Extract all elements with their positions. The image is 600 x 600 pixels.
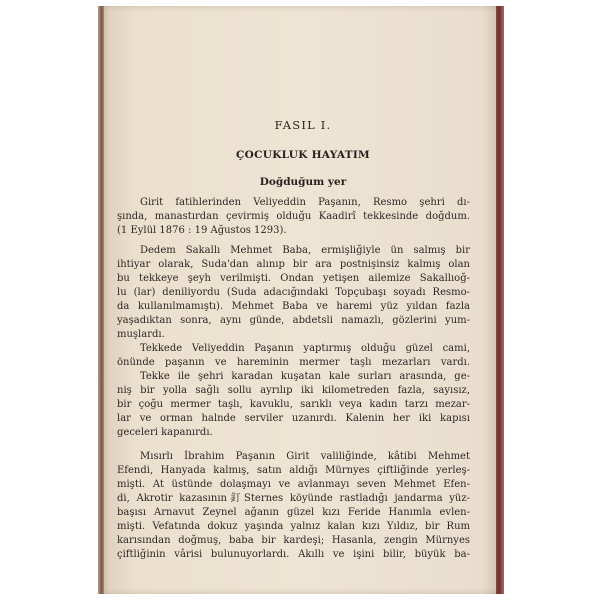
book-cover-edge [496, 6, 504, 594]
body-line: mişti. Vefatında dokuz yaşında yalnız kalan kızı Yıldız, bir Rum [117, 521, 470, 532]
body-line: Tekkede Veliyeddin Paşanın yaptırmış olduğu güzel cami, [140, 343, 470, 354]
body-line: Efendi, Hanyada kalmış, satın aldığı Mürnyes çiftliğinde yerleş- [117, 465, 470, 476]
body-line: geceleri kapanırdı. [117, 427, 213, 438]
body-line: lu (lar) deniliyordu (Suda adacığındaki Topçubaşı soyadı Resmo- [117, 287, 470, 298]
body-line: bu tekkeye şeyh verilmişti. Ondan yetişen ailemize Sakallıoğ- [117, 273, 470, 284]
chapter-heading: FASIL I. [274, 118, 332, 132]
body-line: da kullanılmamıştı). Mehmet Baba ve haremi yüz yıldan fazla [117, 301, 470, 312]
body-line: niş bir yolla sağlı sollu ayrılıp iki kilometreden fazla, sayısız, [117, 385, 470, 396]
body-line: (1 Eylül 1876 : 19 Ağustos 1293). [117, 225, 287, 236]
body-line: şında, manastırdan çevirmiş olduğu Kaadirî tekkesinde doğdum. [117, 211, 470, 222]
body-line: karısından doğmuş, baba bir kardeşi; Hasanla, zengin Mürnyes [117, 535, 470, 546]
body-line: önünde paşanın ve hareminin mermer taşlı mezarları vardı. [117, 357, 470, 368]
body-line: di, Akrotir kazasının釘Sternes köyünde rastladığı jandarma yüz- [117, 493, 470, 504]
body-line: bir çoğu mermer taşlı, kavuklu, sarıklı veya kadın tarzı mezar- [117, 399, 470, 410]
body-line: başısı Arnavut Zeynel ağanın güzel kızı Feride Hanımla evlen- [117, 507, 470, 518]
body-line: ihtiyar olarak, Suda'dan alınıp bir ara postnişinsiz kalmış olan [117, 259, 470, 270]
body-line: mişti. At üstünde dolaşmayı ve avlanmayı seven Mehmet Efen- [117, 479, 470, 490]
section-subtitle: Doğduğum yer [259, 176, 347, 188]
body-line: Tekke ile şehri karadan kuşatan kale surları arasında, ge- [140, 371, 470, 382]
body-line: Mısırlı İbrahim Paşanın Girit valiliğinde, kâtibi Mehmet [140, 451, 470, 462]
chapter-title: ÇOCUKLUK HAYATIM [236, 149, 370, 161]
body-line: muşlardı. [117, 329, 165, 340]
body-line: yaşadıktan sonra, aynı günde, abdetsli namazlı, gözlerini yum- [117, 315, 470, 326]
body-line: Girit fatihlerinden Veliyeddin Paşanın, Resmo şehri dı- [140, 197, 470, 208]
body-line: lar ve orman halnde serviler uzanırdı. Kalenin her iki kapısı [117, 413, 470, 424]
body-line: çiftliğinin vârisi bulunuyorlardı. Akıllı ve işini bilir, büyük ba- [117, 549, 470, 560]
body-line: Dedem Sakallı Mehmet Baba, ermişliğiyle ün salmış bir [140, 245, 470, 256]
